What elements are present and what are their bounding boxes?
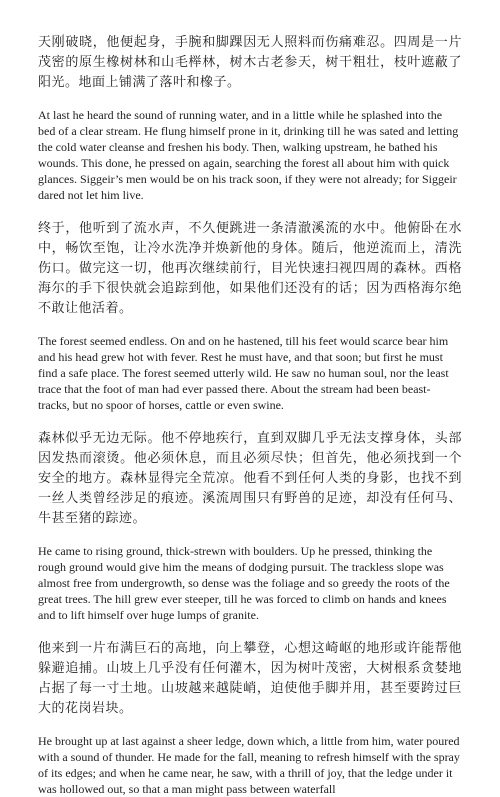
paragraph-zh-4: 他来到一片布满巨石的高地，向上攀登，心想这崎岖的地形或许能帮他躲避追捕。山坡上几乎没有任何灌木，因为树叶茂密，大树根系贪婪地占据了每一寸土地。山坡越来越陡峭，迫使他手脚并用，甚至要跨过巨大的花岗岩块。 (38, 641, 462, 716)
paragraph-zh-2: 终于，他听到了流水声，不久便跳进一条清澈溪流的水中。他俯卧在水中，畅饮至饱，让冷水洗净并焕新他的身体。随后，他逆流而上，清洗伤口。做完这一切，他再次继续前行，目光快速扫视四周的森林。西格海尔的手下很快就会追踪到他，如果他们还没有的话；因为西格海尔绝不敢让他活着。 (38, 221, 462, 316)
paragraph-en-4: He brought up at last against a sheer ledge, down which, a little from him, water poured with a sound of thunder. He made for the fall, meaning to refresh himself with the spray of its edges; and when he came near, he saw, with a thrill of joy, that the ledge under it was hollowed out, so that a man might pass between waterfall (38, 734, 460, 796)
paragraph-en-1: At last he heard the sound of running water, and in a little while he splashed into the bed of a clear stream. He flung himself prone in it, drinking till he was sated and letting the cold water cleanse and freshen his body. Then, walking upstream, he bathed his wounds. This done, he pressed on again, searching the forest all about him with quick glances. Siggeir’s men would be on his track soon, if they were not already; for Siggeir dared not let him live. (38, 108, 459, 202)
paragraph-zh-3: 森林似乎无边无际。他不停地疾行，直到双脚几乎无法支撑身体，头部因发热而滚烫。他必须休息，而且必须尽快；但首先，他必须找到一个安全的地方。森林显得完全荒凉。他看不到任何人类的身影，也找不到一丝人类曾经涉足的痕迹。溪流周围只有野兽的足迹，却没有任何马、牛甚至猪的踪迹。 (38, 431, 462, 526)
paragraph-zh-1: 天刚破晓，他便起身，手腕和脚踝因无人照料而伤痛难忍。四周是一片茂密的原生橡树林和山毛榉林，树木古老参天，树干粗壮，枝叶遮蔽了阳光。地面上铺满了落叶和橡子。 (38, 35, 462, 90)
paragraph-en-3: He came to rising ground, thick-strewn with boulders. Up he pressed, thinking the rough ground would give him the means of dodging pursuit. The trackless slope was almost free from undergrowth, so dense was the foliage and so greedy the roots of the great trees. The hill grew ever steeper, till he was forced to climb on hands and knees and to lift himself over huge lumps of granite. (38, 544, 450, 622)
paragraph-en-2: The forest seemed endless. On and on he hastened, till his feet would scarce bear him and his head grew hot with fever. Rest he must have, and that soon; but first he must find a safe place. The forest seemed utterly wild. He saw no human soul, nor the least trace that the foot of man had ever passed there. About the stream had been beast-tracks, but no spoor of horses, cattle or even swine. (38, 334, 449, 412)
